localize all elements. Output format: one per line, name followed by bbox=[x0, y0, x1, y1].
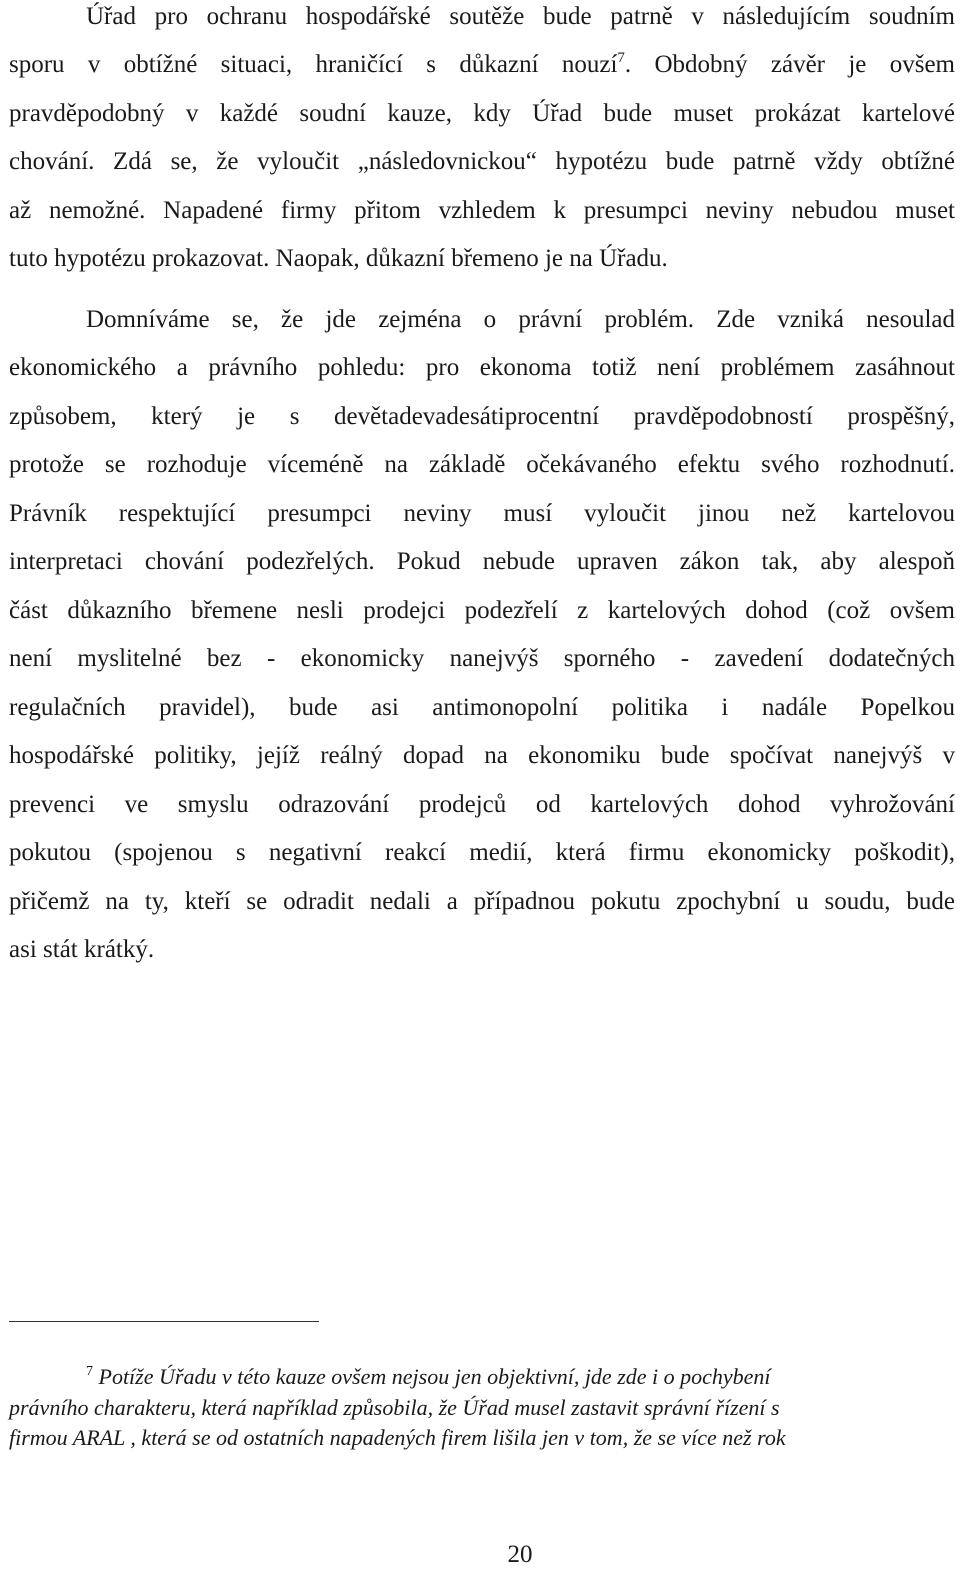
footnote-separator bbox=[9, 1321, 319, 1322]
paragraph-1-line-3: pravděpodobný v každé soudní kauze, kdy Úřad bude muset prokázat kartelové bbox=[9, 100, 955, 127]
paragraph-1-line-4: chování. Zdá se, že vyloučit „následovnickou“ hypotézu bude patrně vždy obtížné bbox=[9, 148, 955, 175]
footnote-line-1 bbox=[86, 1364, 939, 1390]
paragraph-2-line-12: pokutou (spojenou s negativní reakcí medií, která firmu ekonomicky poškodit), bbox=[9, 839, 955, 866]
paragraph-2-line-2: ekonomického a právního pohledu: pro ekonoma totiž není problémem zasáhnout bbox=[9, 354, 955, 381]
paragraph-1-line-6: tuto hypotézu prokazovat. Naopak, důkazní břemeno je na Úřadu. bbox=[9, 245, 668, 272]
paragraph-1-line-2-text: sporu v obtížné situaci, hraničící s důkazní nouzí bbox=[9, 51, 618, 78]
footnote-reference: 7 bbox=[617, 50, 625, 66]
paragraph-2-line-14: asi stát krátký. bbox=[9, 936, 155, 963]
paragraph-1-line-5: až nemožné. Napadené firmy přitom vzhledem k presumpci neviny nebudou muset bbox=[9, 197, 955, 224]
footnote-line-2: právního charakteru, která například způsobila, že Úřad musel zastavit správní řízení s bbox=[9, 1395, 780, 1420]
paragraph-2-line-1: Domníváme se, že jde zejména o právní problém. Zde vzniká nesoulad bbox=[86, 306, 955, 333]
paragraph-2-line-11: prevenci ve smyslu odrazování prodejců od kartelových dohod vyhrožování bbox=[9, 791, 955, 818]
paragraph-2-line-5: Právník respektující presumpci neviny musí vyloučit jinou než kartelovou bbox=[9, 500, 955, 527]
paragraph-2-line-9: regulačních pravidel), bude asi antimonopolní politika i nadále Popelkou bbox=[9, 694, 955, 721]
paragraph-2-line-6: interpretaci chování podezřelých. Pokud nebude upraven zákon tak, aby alespoň bbox=[9, 548, 955, 575]
footnote-marker: 7 bbox=[86, 1364, 93, 1379]
footnote-line-1-text: Potíže Úřadu v této kauze ovšem nejsou jen objektivní, jde zde i o pochybení bbox=[98, 1364, 771, 1389]
paragraph-2-line-8: není myslitelné bez - ekonomicky nanejvýš sporného - zavedení dodatečných bbox=[9, 645, 955, 672]
paragraph-2-line-10: hospodářské politiky, jejíž reálný dopad na ekonomiku bude spočívat nanejvýš v bbox=[9, 742, 955, 769]
paragraph-2-line-13: přičemž na ty, kteří se odradit nedali a případnou pokutu zpochybní u soudu, bude bbox=[9, 888, 955, 915]
paragraph-2-line-3: způsobem, který je s devětadevadesátiprocentní pravděpodobností prospěšný, bbox=[9, 403, 955, 430]
page-number: 20 bbox=[507, 1541, 533, 1568]
paragraph-1-line-1: Úřad pro ochranu hospodářské soutěže bude patrně v následujícím soudním bbox=[86, 3, 955, 30]
paragraph-2-line-7: část důkazního břemene nesli prodejci podezřelí z kartelových dohod (což ovšem bbox=[9, 597, 955, 624]
paragraph-2-line-4: protože se rozhoduje víceméně na základě očekávaného efektu svého rozhodnutí. bbox=[9, 451, 955, 478]
paragraph-1-line-2-tail: . Obdobný závěr je ovšem bbox=[624, 51, 956, 78]
paragraph-1-line-2 bbox=[9, 50, 955, 80]
footnote-line-3: firmou ARAL , která se od ostatních napadených firem lišila jen v tom, že se více než rok bbox=[9, 1425, 786, 1450]
